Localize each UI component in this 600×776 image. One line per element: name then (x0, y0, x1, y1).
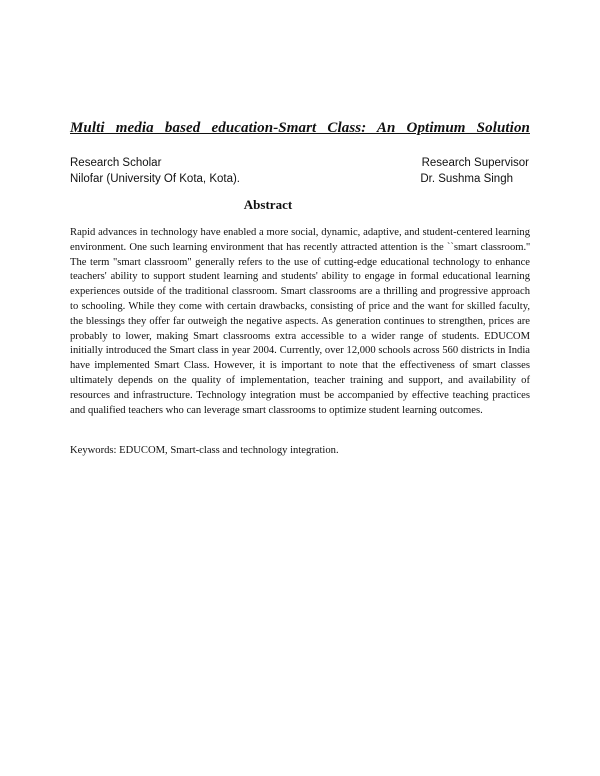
author-name-scholar: Nilofar (University Of Kota, Kota). (70, 173, 240, 185)
author-role-scholar: Research Scholar (70, 157, 162, 169)
abstract-heading: Abstract (243, 197, 293, 212)
author-block-supervisor (420, 155, 529, 187)
keywords-line: Keywords: EDUCOM, Smart-class and technology integration. (70, 445, 339, 456)
author-block-scholar (70, 155, 240, 187)
abstract-paragraph: Rapid advances in technology have enabled a more social, dynamic, adaptive, and student-centered learning environment. One such learning environment that has recently attracted attention is the ``smart classroom.'' The term "smart classroom" generally refers to the use of cutting-edge educational technology to enhance teachers' ability to support student learning and students' ability to engage in formal educational learning experiences outside of the traditional classroom. Smart classrooms are a thrilling and progressive approach to schooling. While they come with certain drawbacks, consisting of price and the want for skilled faculty, the blessings they offer far outweigh the negative aspects. As generation continues to strengthen, prices are probably to lower, making Smart classrooms extra accessible to a wider range of students. EDUCOM initially introduced the Smart class in year 2004. Currently, over 12,000 schools across 560 districts in India have implemented Smart Class. However, it is important to note that the effectiveness of smart classes ultimately depends on the quality of implementation, teacher training and support, and availability of resources and infrastructure. Technology integration must be accompanied by effective teaching practices and qualified teachers who can leverage smart classrooms to optimize student learning outcomes. (70, 227, 530, 416)
author-role-supervisor: Research Supervisor (421, 157, 529, 169)
paper-title: Multi media based education-Smart Class: An Optimum Solution (70, 120, 530, 136)
author-name-supervisor: Dr. Sushma Singh (420, 173, 513, 185)
